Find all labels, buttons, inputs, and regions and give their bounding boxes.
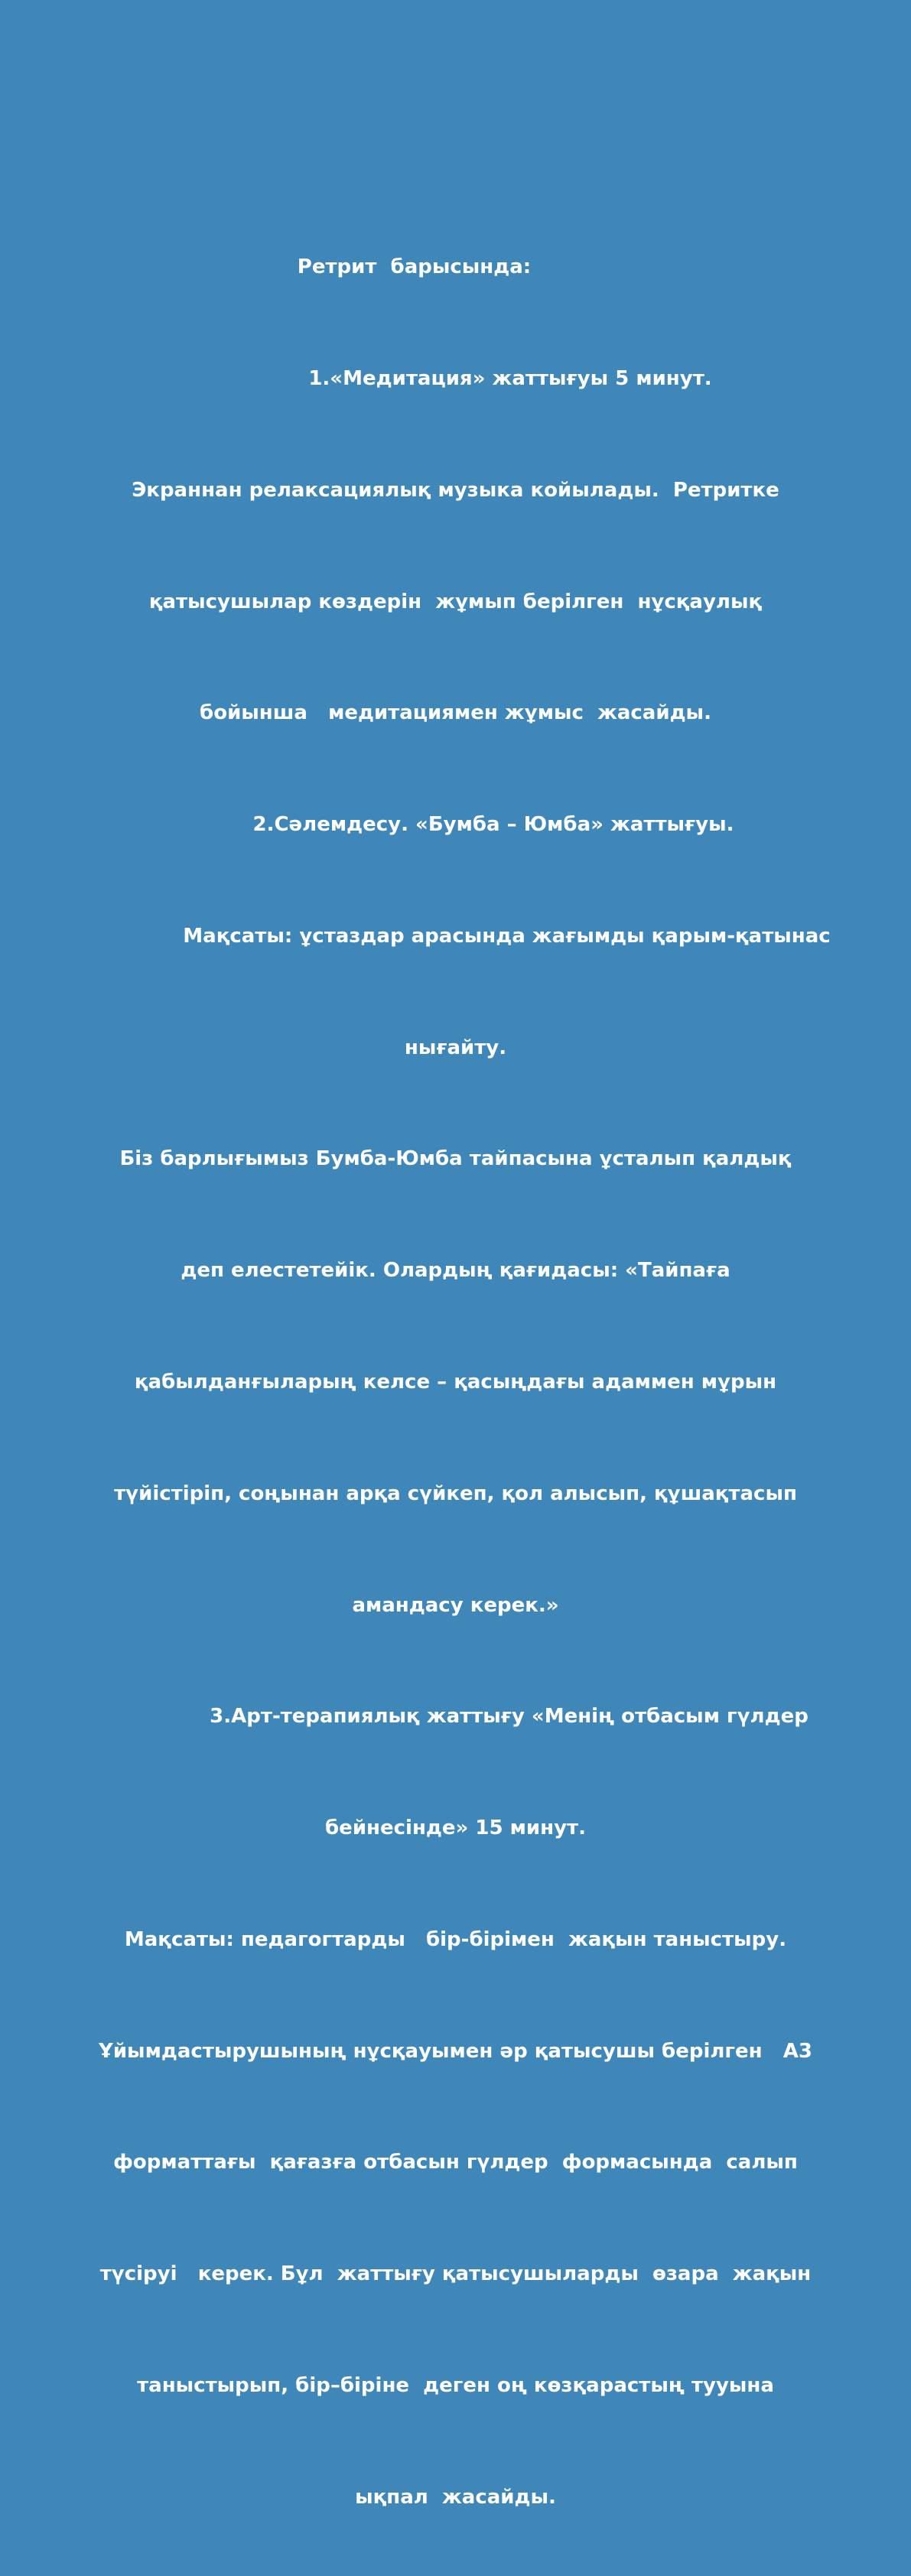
paragraph-line: нығайту. <box>404 1036 507 1059</box>
exercise-3-title: 3.Арт-терапиялық жаттығу «Менің отбасым гүлдер <box>210 1705 809 1729</box>
paragraph-line: бойынша медитациямен жұмыс жасайды. <box>200 701 711 725</box>
paragraph-line: түйістіріп, соңынан арқа сүйкеп, қол алысып, құшақтасып <box>114 1482 797 1505</box>
paragraph-line: бейнесінде» 15 минут. <box>325 1817 586 1840</box>
paragraph-line: Экраннан релаксациялық музыка койылады. Ретритке <box>132 478 779 502</box>
exercise-1-title: 1.«Медитация» жаттығуы 5 минут. <box>308 366 712 390</box>
document-text-block <box>46 174 865 2576</box>
paragraph-line: түсіруі керек. Бұл жаттығу қатысушыларды өзара жақын <box>99 2262 812 2286</box>
exercise-2-title: 2.Сәлемдесу. «Бумба – Юмба» жаттығуы. <box>252 813 734 837</box>
section-heading: Ретрит барысында: <box>297 255 532 279</box>
paragraph-line: деп елестетейік. Олардың қағидасы: «Тайпаға <box>181 1259 730 1283</box>
paragraph-line: форматтағы қағазға отбасын гүлдер формасында салып <box>113 2151 798 2174</box>
paragraph-line: қабылданғыларың келсе – қасыңдағы адаммен мұрын <box>134 1371 777 1394</box>
paragraph-line: амандасу керек.» <box>352 1593 559 1617</box>
paragraph-line: таныстырып, бір–біріне деген оң көзқарастың тууына <box>137 2374 774 2398</box>
paragraph-line: ықпал жасайды. <box>355 2485 556 2509</box>
goal-line: Мақсаты: педагогтарды бір-бірімен жақын таныстыру. <box>124 1927 787 1951</box>
paragraph-line: Ұйымдастырушының нұсқауымен әр қатысушы берілген А3 <box>99 2039 812 2063</box>
goal-line: Мақсаты: ұстаздар арасында жағымды қарым-қатынас <box>183 924 831 948</box>
paragraph-line: Біз барлығымыз Бумба-Юмба тайпасына ұсталып қалдық <box>119 1147 792 1171</box>
paragraph-line: қатысушылар көздерін жұмып берілген нұсқаулық <box>148 590 763 613</box>
